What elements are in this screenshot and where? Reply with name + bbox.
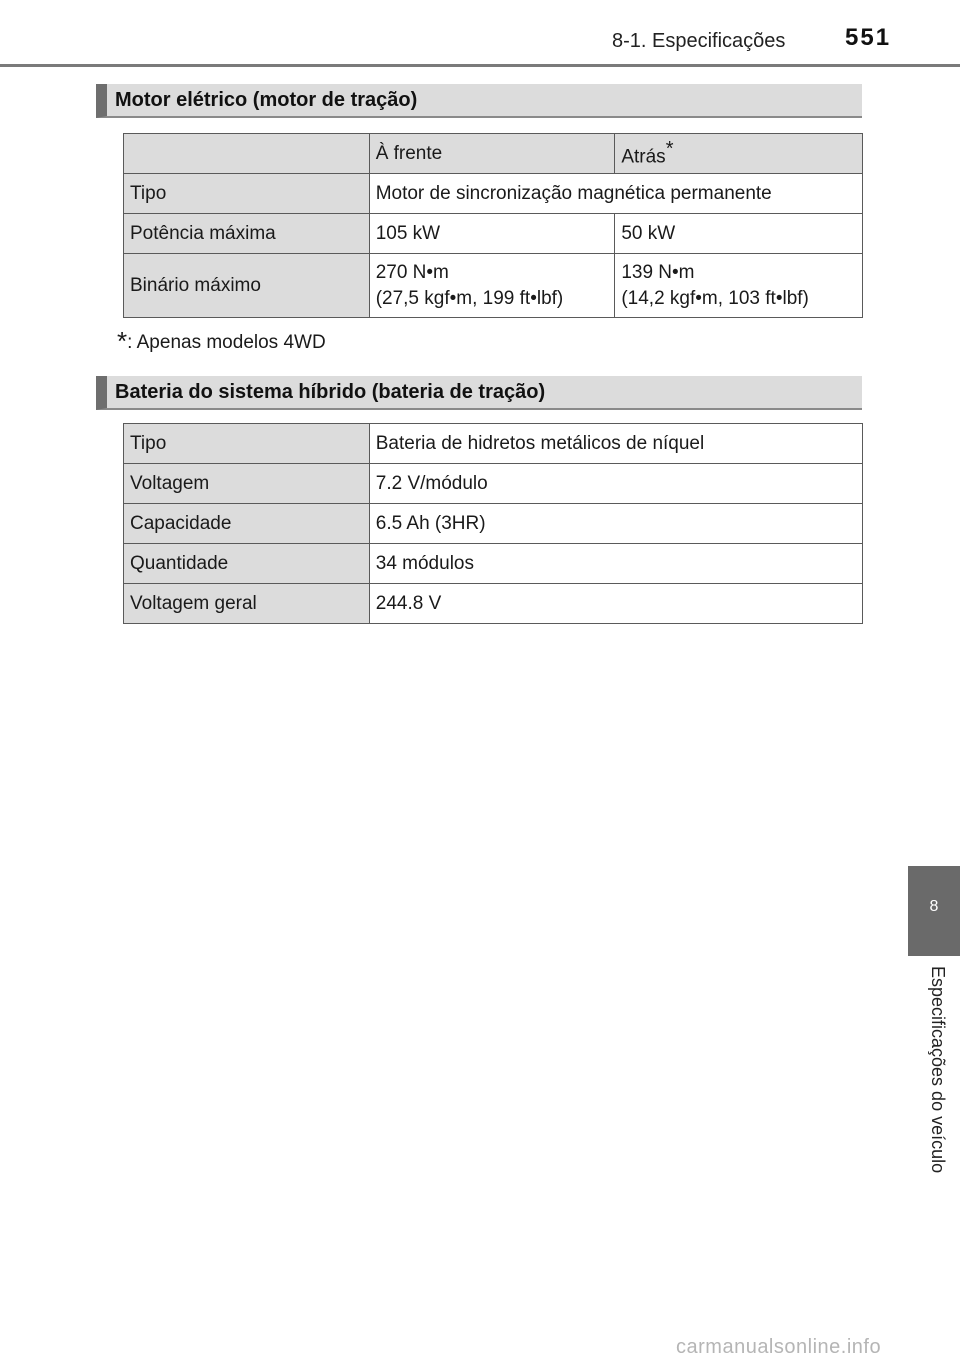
table-row	[124, 174, 863, 214]
page-number: 551	[845, 24, 892, 51]
row-value: 7.2 V/módulo	[369, 464, 862, 504]
row-label: Capacidade	[124, 504, 370, 544]
battery-section-heading	[96, 376, 862, 410]
row-value: 6.5 Ah (3HR)	[369, 504, 862, 544]
battery-spec-table	[123, 423, 863, 624]
table-row	[124, 424, 863, 464]
chapter-tab[interactable]	[908, 866, 960, 956]
torque-front-value: 270 N•m	[375, 261, 449, 283]
table-header-row	[124, 134, 863, 174]
row-label: Tipo	[124, 424, 370, 464]
footnote-text: : Apenas modelos 4WD	[127, 332, 326, 353]
row-value: 244.8 V	[369, 584, 862, 624]
table-row	[124, 584, 863, 624]
row-label: Potência máxima	[124, 214, 370, 254]
header-rear-label: Atrás	[621, 146, 666, 168]
row-label: Voltagem geral	[124, 584, 370, 624]
row-label: Tipo	[124, 174, 370, 214]
chapter-number: 8	[929, 898, 939, 915]
row-value-merged: Motor de sincronização magnética permanente	[369, 174, 862, 214]
row-value-front	[369, 254, 615, 318]
header-front-label: À frente	[375, 142, 443, 164]
header-cell-front	[369, 134, 615, 174]
row-label: Binário máximo	[124, 254, 370, 318]
battery-section-title: Bateria do sistema híbrido (bateria de tração)	[115, 381, 546, 403]
table-row	[124, 214, 863, 254]
row-label: Quantidade	[124, 544, 370, 584]
header-section-title: 8-1. Especificações	[612, 30, 786, 52]
table-row	[124, 544, 863, 584]
motor-section-title: Motor elétrico (motor de tração)	[115, 89, 418, 111]
row-value-front: 105 kW	[369, 214, 615, 254]
row-label: Voltagem	[124, 464, 370, 504]
header-cell-rear	[615, 134, 863, 174]
torque-rear-conversion: (14,2 kgf•m, 103 ft•lbf)	[621, 287, 809, 309]
motor-spec-table	[123, 133, 863, 318]
row-value: 34 módulos	[369, 544, 862, 584]
motor-section-heading	[96, 84, 862, 118]
table-row	[124, 504, 863, 544]
watermark: carmanualsonline.info	[676, 1336, 882, 1358]
table-row	[124, 254, 863, 318]
chapter-side-label: Especificações do veículo	[928, 966, 948, 1174]
table-row	[124, 464, 863, 504]
footnote	[117, 324, 326, 355]
row-value-rear: 50 kW	[615, 214, 863, 254]
row-value-rear	[615, 254, 863, 318]
rear-asterisk: *	[665, 138, 674, 161]
row-value: Bateria de hidretos metálicos de níquel	[369, 424, 862, 464]
torque-rear-value: 139 N•m	[621, 261, 695, 283]
footnote-asterisk: *	[117, 326, 128, 356]
header-cell-empty	[124, 134, 370, 174]
torque-front-conversion: (27,5 kgf•m, 199 ft•lbf)	[375, 287, 564, 309]
header-rule	[0, 64, 960, 67]
